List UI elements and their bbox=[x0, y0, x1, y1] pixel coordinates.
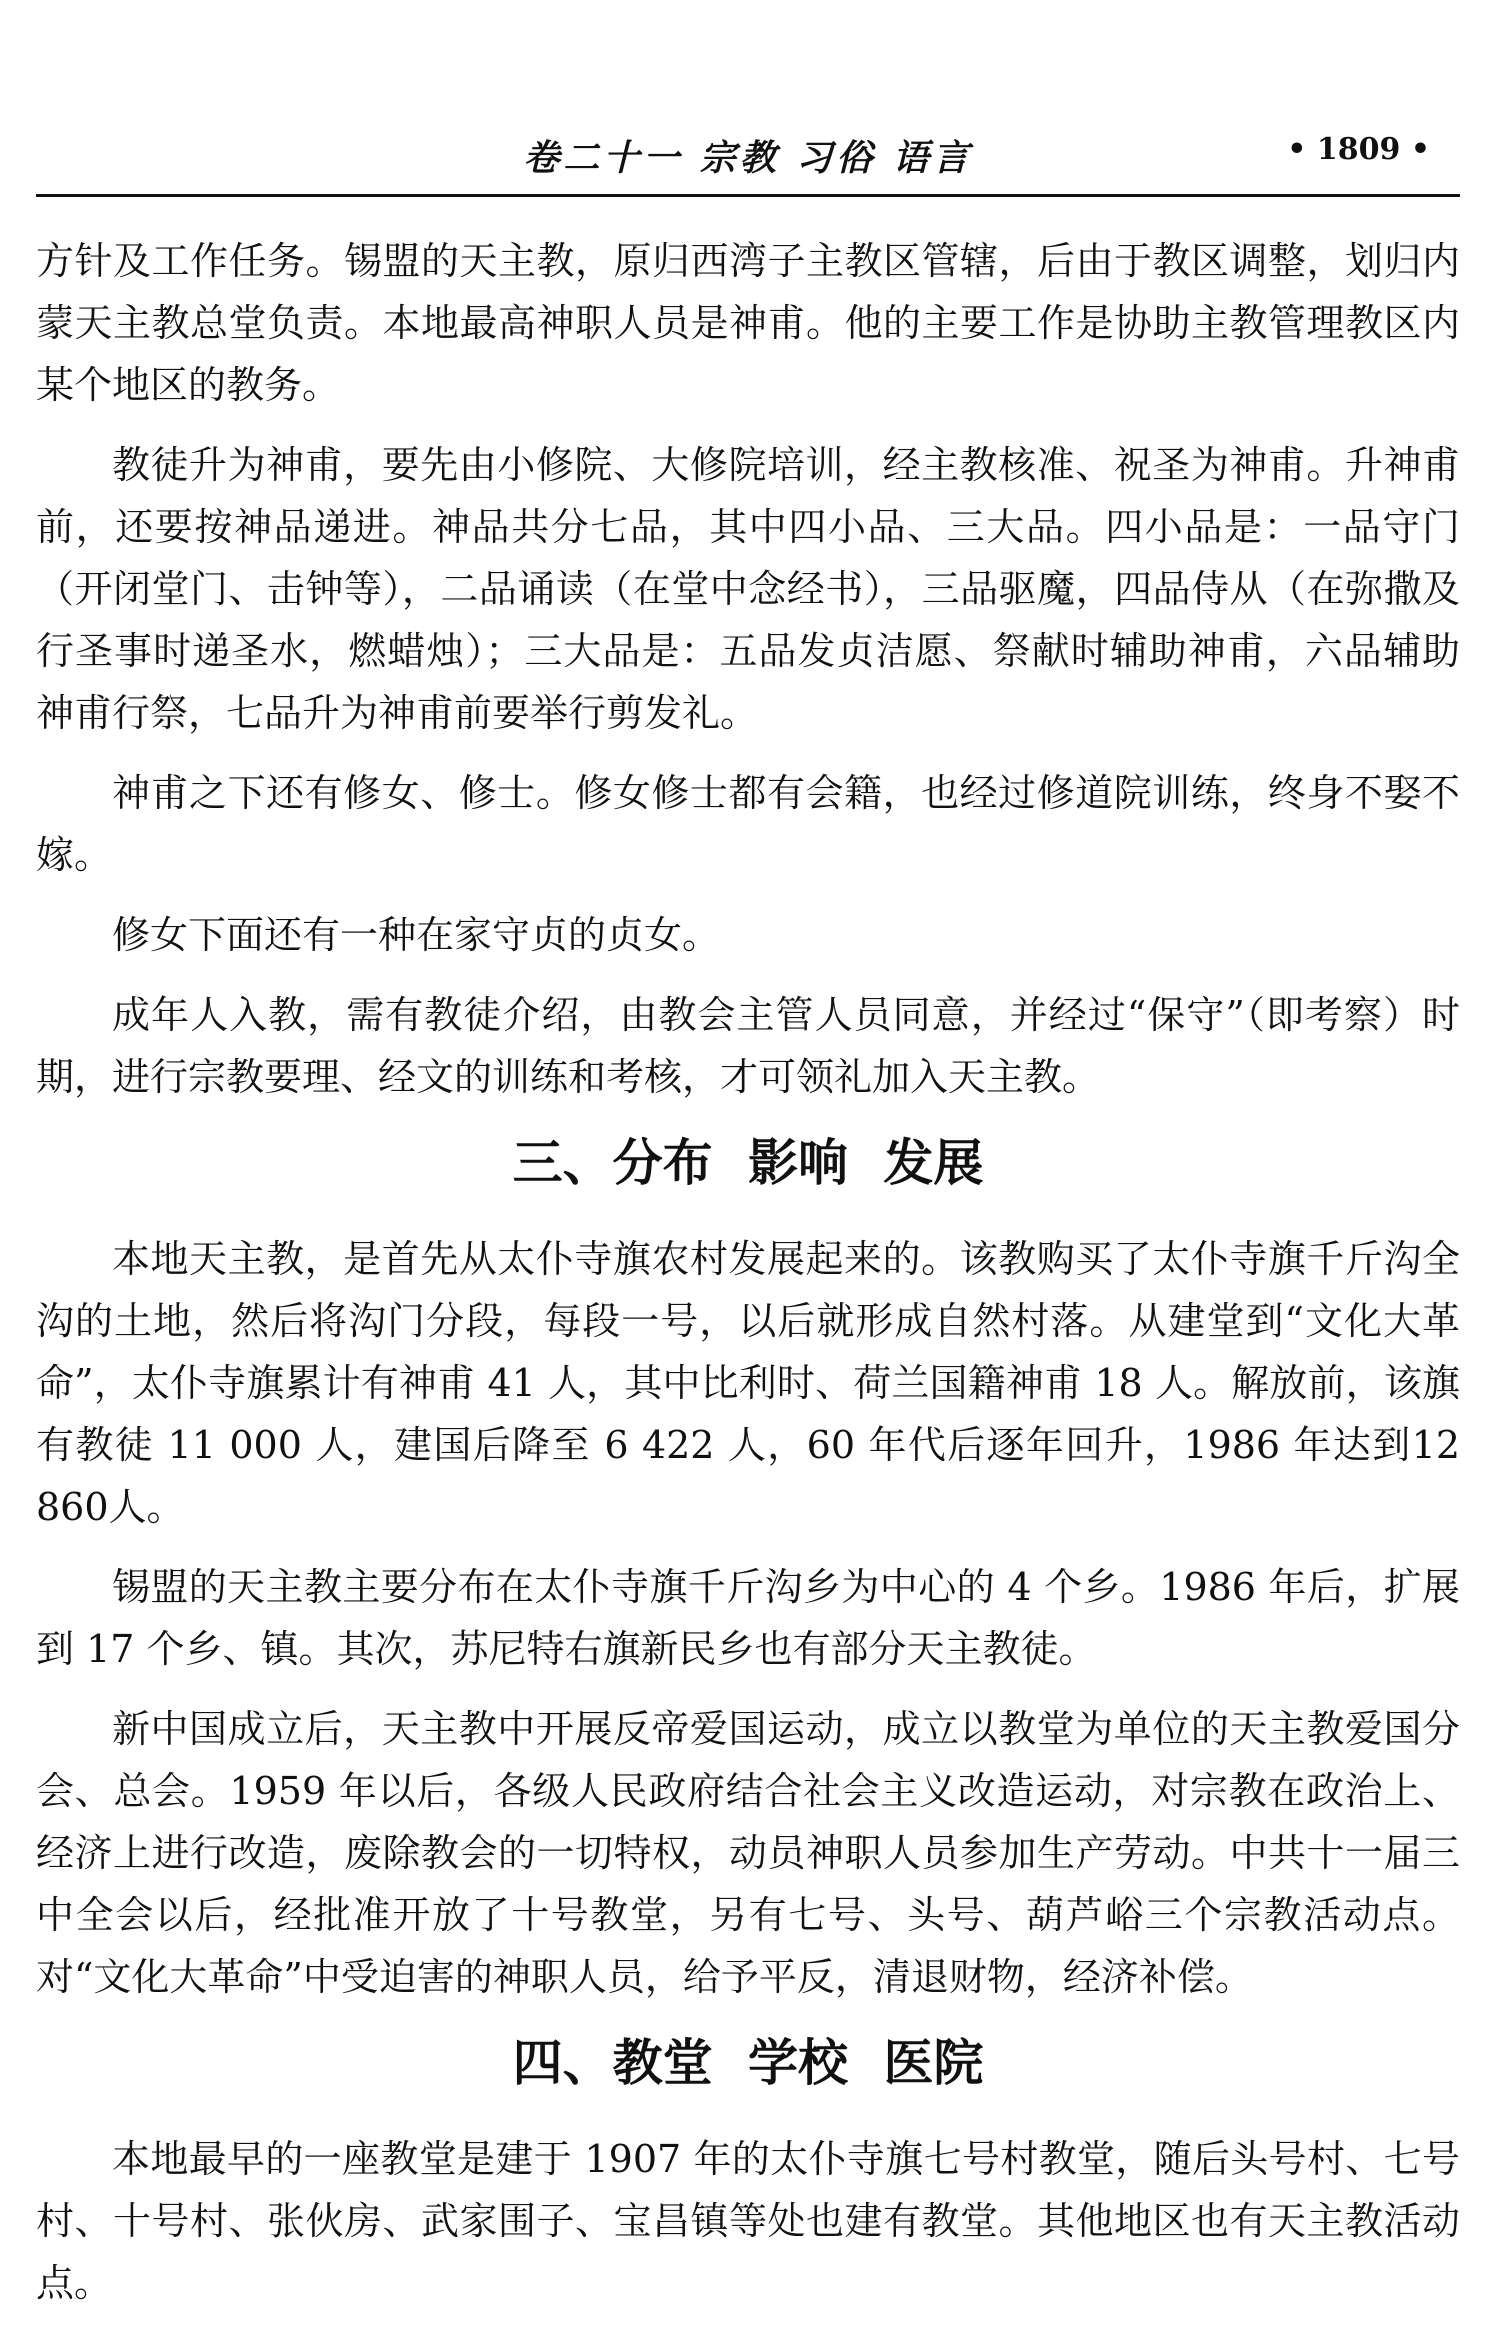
section-heading-churches: 四、教堂 学校 医院 bbox=[512, 2034, 984, 2092]
body-text bbox=[36, 230, 1460, 2332]
paragraph: 本地最早的一座教堂是建于 1907 年的太仆寺旗七号村教堂，随后头号村、七号村、十号村、张伙房、武家围子、宝昌镇等处也建有教堂。其他地区也有天主教活动点。 bbox=[36, 2137, 1460, 2305]
paragraph: 神甫之下还有修女、修士。修女修士都有会籍，也经过修道院训练，终身不娶不嫁。 bbox=[36, 771, 1460, 877]
paragraph: 本地天主教，是首先从太仆寺旗农村发展起来的。该教购买了太仆寺旗千斤沟全沟的土地，然后将沟门分段，每段一号，以后就形成自然村落。从建堂到“文化大革命”，太仆寺旗累计有神甫 41 人，其中比利时、荷兰国籍神甫 18 人。解放前，该旗有教徒 11 000 人，建国后降至 6 422 人，60 年代后逐年回升，1986 年达到12 860人。 bbox=[36, 1237, 1460, 1529]
paragraph: 方针及工作任务。锡盟的天主教，原归西湾子主教区管辖，后由于教区调整，划归内蒙天主教总堂负责。本地最高神职人员是神甫。他的主要工作是协助主教管理教区内某个地区的教务。 bbox=[36, 239, 1460, 407]
paragraph: 教徒升为神甫，要先由小修院、大修院培训，经主教核准、祝圣为神甫。升神甫前，还要按神品递进。神品共分七品，其中四小品、三大品。四小品是：一品守门（开闭堂门、击钟等），二品诵读（在堂中念经书），三品驱魔，四品侍从（在弥撒及行圣事时递圣水，燃蜡烛）；三大品是：五品发贞洁愿、祭献时辅助神甫，六品辅助神甫行祭，七品升为神甫前要举行剪发礼。 bbox=[36, 443, 1460, 735]
paragraph: 修女下面还有一种在家守贞的贞女。 bbox=[112, 913, 721, 957]
paragraph: 锡盟的天主教主要分布在太仆寺旗千斤沟乡为中心的 4 个乡。1986 年后，扩展到 17 个乡、镇。其次，苏尼特右旗新民乡也有部分天主教徒。 bbox=[36, 1565, 1460, 1671]
paragraph: 成年人入教，需有教徒介绍，由教会主管人员同意，并经过“保守”（即考察）时期，进行宗教要理、经文的训练和考核，才可领礼加入天主教。 bbox=[36, 993, 1460, 1099]
running-head bbox=[36, 118, 1460, 188]
paragraph: 新中国成立后，天主教中开展反帝爱国运动，成立以教堂为单位的天主教爱国分会、总会。1959 年以后，各级人民政府结合社会主义改造运动，对宗教在政治上、经济上进行改造，废除教会的一切特权，动员神职人员参加生产劳动。中共十一届三中全会以后，经批准开放了十号教堂，另有七号、头号、葫芦峪三个宗教活动点。对“文化大革命”中受迫害的神职人员，给予平反，清退财物，经济补偿。 bbox=[36, 1707, 1460, 1999]
section-heading-distribution: 三、分布 影响 发展 bbox=[512, 1134, 984, 1192]
page-number: • 1809 • bbox=[1287, 132, 1430, 167]
header-divider bbox=[36, 194, 1460, 197]
running-title: 卷二十一 宗教 习俗 语言 bbox=[523, 138, 973, 179]
